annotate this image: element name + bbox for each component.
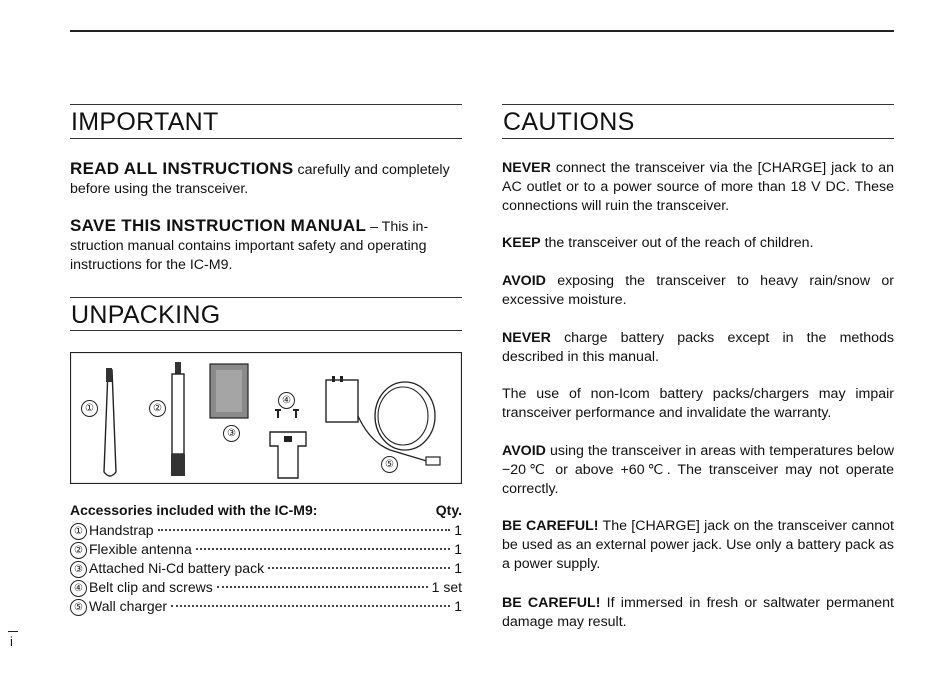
accessory-label: Belt clip and screws: [89, 579, 213, 595]
accessory-number: ③: [70, 561, 87, 578]
caution-lead: NEVER: [502, 330, 551, 346]
caution-item: [502, 517, 894, 574]
accessory-qty: 1: [454, 541, 462, 557]
figure-number-2: ②: [149, 400, 166, 417]
antenna-illustration: [171, 362, 185, 476]
leader-dots: [171, 605, 450, 607]
accessory-number: ⑤: [70, 599, 87, 616]
read-instructions-text-1: carefully and completely: [293, 162, 450, 178]
important-heading: IMPORTANT: [71, 108, 219, 136]
accessory-qty: 1: [454, 522, 462, 538]
caution-item: [502, 329, 894, 367]
figure-number-4: ④: [278, 392, 295, 409]
accessory-number: ①: [70, 523, 87, 540]
caution-lead: KEEP: [502, 235, 541, 251]
read-instructions-lead: READ ALL INSTRUCTIONS: [70, 159, 294, 178]
qty-header: Qty.: [435, 502, 462, 518]
caution-text: charge battery packs except in the methods described in this manual.: [502, 330, 894, 365]
caution-item: [502, 159, 894, 216]
save-manual-paragraph: [70, 216, 462, 275]
accessory-qty: 1: [454, 598, 462, 614]
caution-lead: BE CAREFUL!: [502, 595, 601, 611]
accessories-illustration: [70, 352, 462, 484]
cautions-rule-top: [502, 104, 894, 105]
accessories-title-text: Accessories included with the IC-M9:: [70, 502, 318, 518]
important-rule-top: [70, 104, 462, 105]
caution-item: [502, 442, 894, 499]
accessory-label: Wall charger: [89, 598, 168, 614]
accessory-row: [70, 540, 462, 559]
save-manual-text-3: instructions for the IC-M9.: [70, 257, 233, 273]
accessory-number: ④: [70, 580, 87, 597]
cautions-heading: CAUTIONS: [503, 108, 635, 136]
accessories-figure: [70, 352, 462, 484]
figure-number-3: ③: [223, 425, 240, 442]
caution-lead: BE CAREFUL!: [502, 518, 599, 534]
leader-dots: [158, 529, 451, 531]
caution-text: exposing the transceiver to heavy rain/snow or excessive moisture.: [502, 273, 894, 308]
figure-number-5: ⑤: [381, 456, 398, 473]
accessory-label: Attached Ni-Cd battery pack: [89, 560, 265, 576]
unpacking-heading: UNPACKING: [71, 301, 221, 329]
accessory-qty: 1: [454, 560, 462, 576]
unpacking-rule-top: [70, 297, 462, 298]
leader-dots: [268, 567, 450, 569]
caution-text: The use of non-Icom battery packs/chargers may impair transceiver performance and invalidate the warranty.: [502, 386, 894, 421]
caution-text: The [CHARGE] jack on the transceiver cannot be used as an external power jack. Use only a battery pack as a power supply.: [502, 518, 894, 572]
page-number-rule: [8, 631, 18, 632]
accessory-label: Handstrap: [89, 522, 154, 538]
caution-item: [502, 234, 894, 253]
caution-item: [502, 385, 894, 423]
unpacking-rule-bottom: [70, 330, 462, 331]
save-manual-text-1: – This in-: [366, 219, 429, 235]
accessory-row: [70, 559, 462, 578]
accessory-row: [70, 578, 462, 597]
save-manual-lead: SAVE THIS INSTRUCTION MANUAL: [70, 216, 367, 235]
important-rule-bottom: [70, 138, 462, 139]
accessory-label: Flexible antenna: [89, 541, 192, 557]
cautions-rule-bottom: [502, 138, 894, 139]
read-instructions-text-2: before using the transceiver.: [70, 181, 249, 197]
caution-text: connect the transceiver via the [CHARGE] jack to an AC outlet or to a power source of more than 18 V DC. These connections will ruin the transceiver.: [502, 160, 894, 214]
caution-lead: AVOID: [502, 273, 546, 289]
read-instructions-paragraph: [70, 159, 462, 199]
accessory-row: [70, 521, 462, 540]
accessory-number: ②: [70, 542, 87, 559]
caution-text: the transceiver out of the reach of children.: [540, 235, 814, 251]
page-number: i: [10, 634, 13, 649]
caution-item: [502, 272, 894, 310]
caution-text: using the transceiver in areas with temperatures below −20℃ or above +60℃. The transceiver may not operate correctly.: [502, 443, 894, 497]
caution-text: If immersed in fresh or saltwater permanent damage may result.: [502, 595, 894, 630]
caution-lead: NEVER: [502, 160, 551, 176]
leader-dots: [217, 586, 428, 588]
leader-dots: [196, 548, 450, 550]
accessory-qty: 1 set: [431, 579, 462, 595]
accessories-title: [70, 502, 462, 518]
top-rule: [70, 30, 894, 32]
caution-item: [502, 594, 894, 632]
accessory-row: [70, 597, 462, 616]
save-manual-text-2: struction manual contains important safety and operating: [70, 238, 427, 254]
battery-pack-illustration: [210, 364, 248, 418]
figure-number-1: ①: [81, 400, 98, 417]
caution-lead: AVOID: [502, 443, 546, 459]
